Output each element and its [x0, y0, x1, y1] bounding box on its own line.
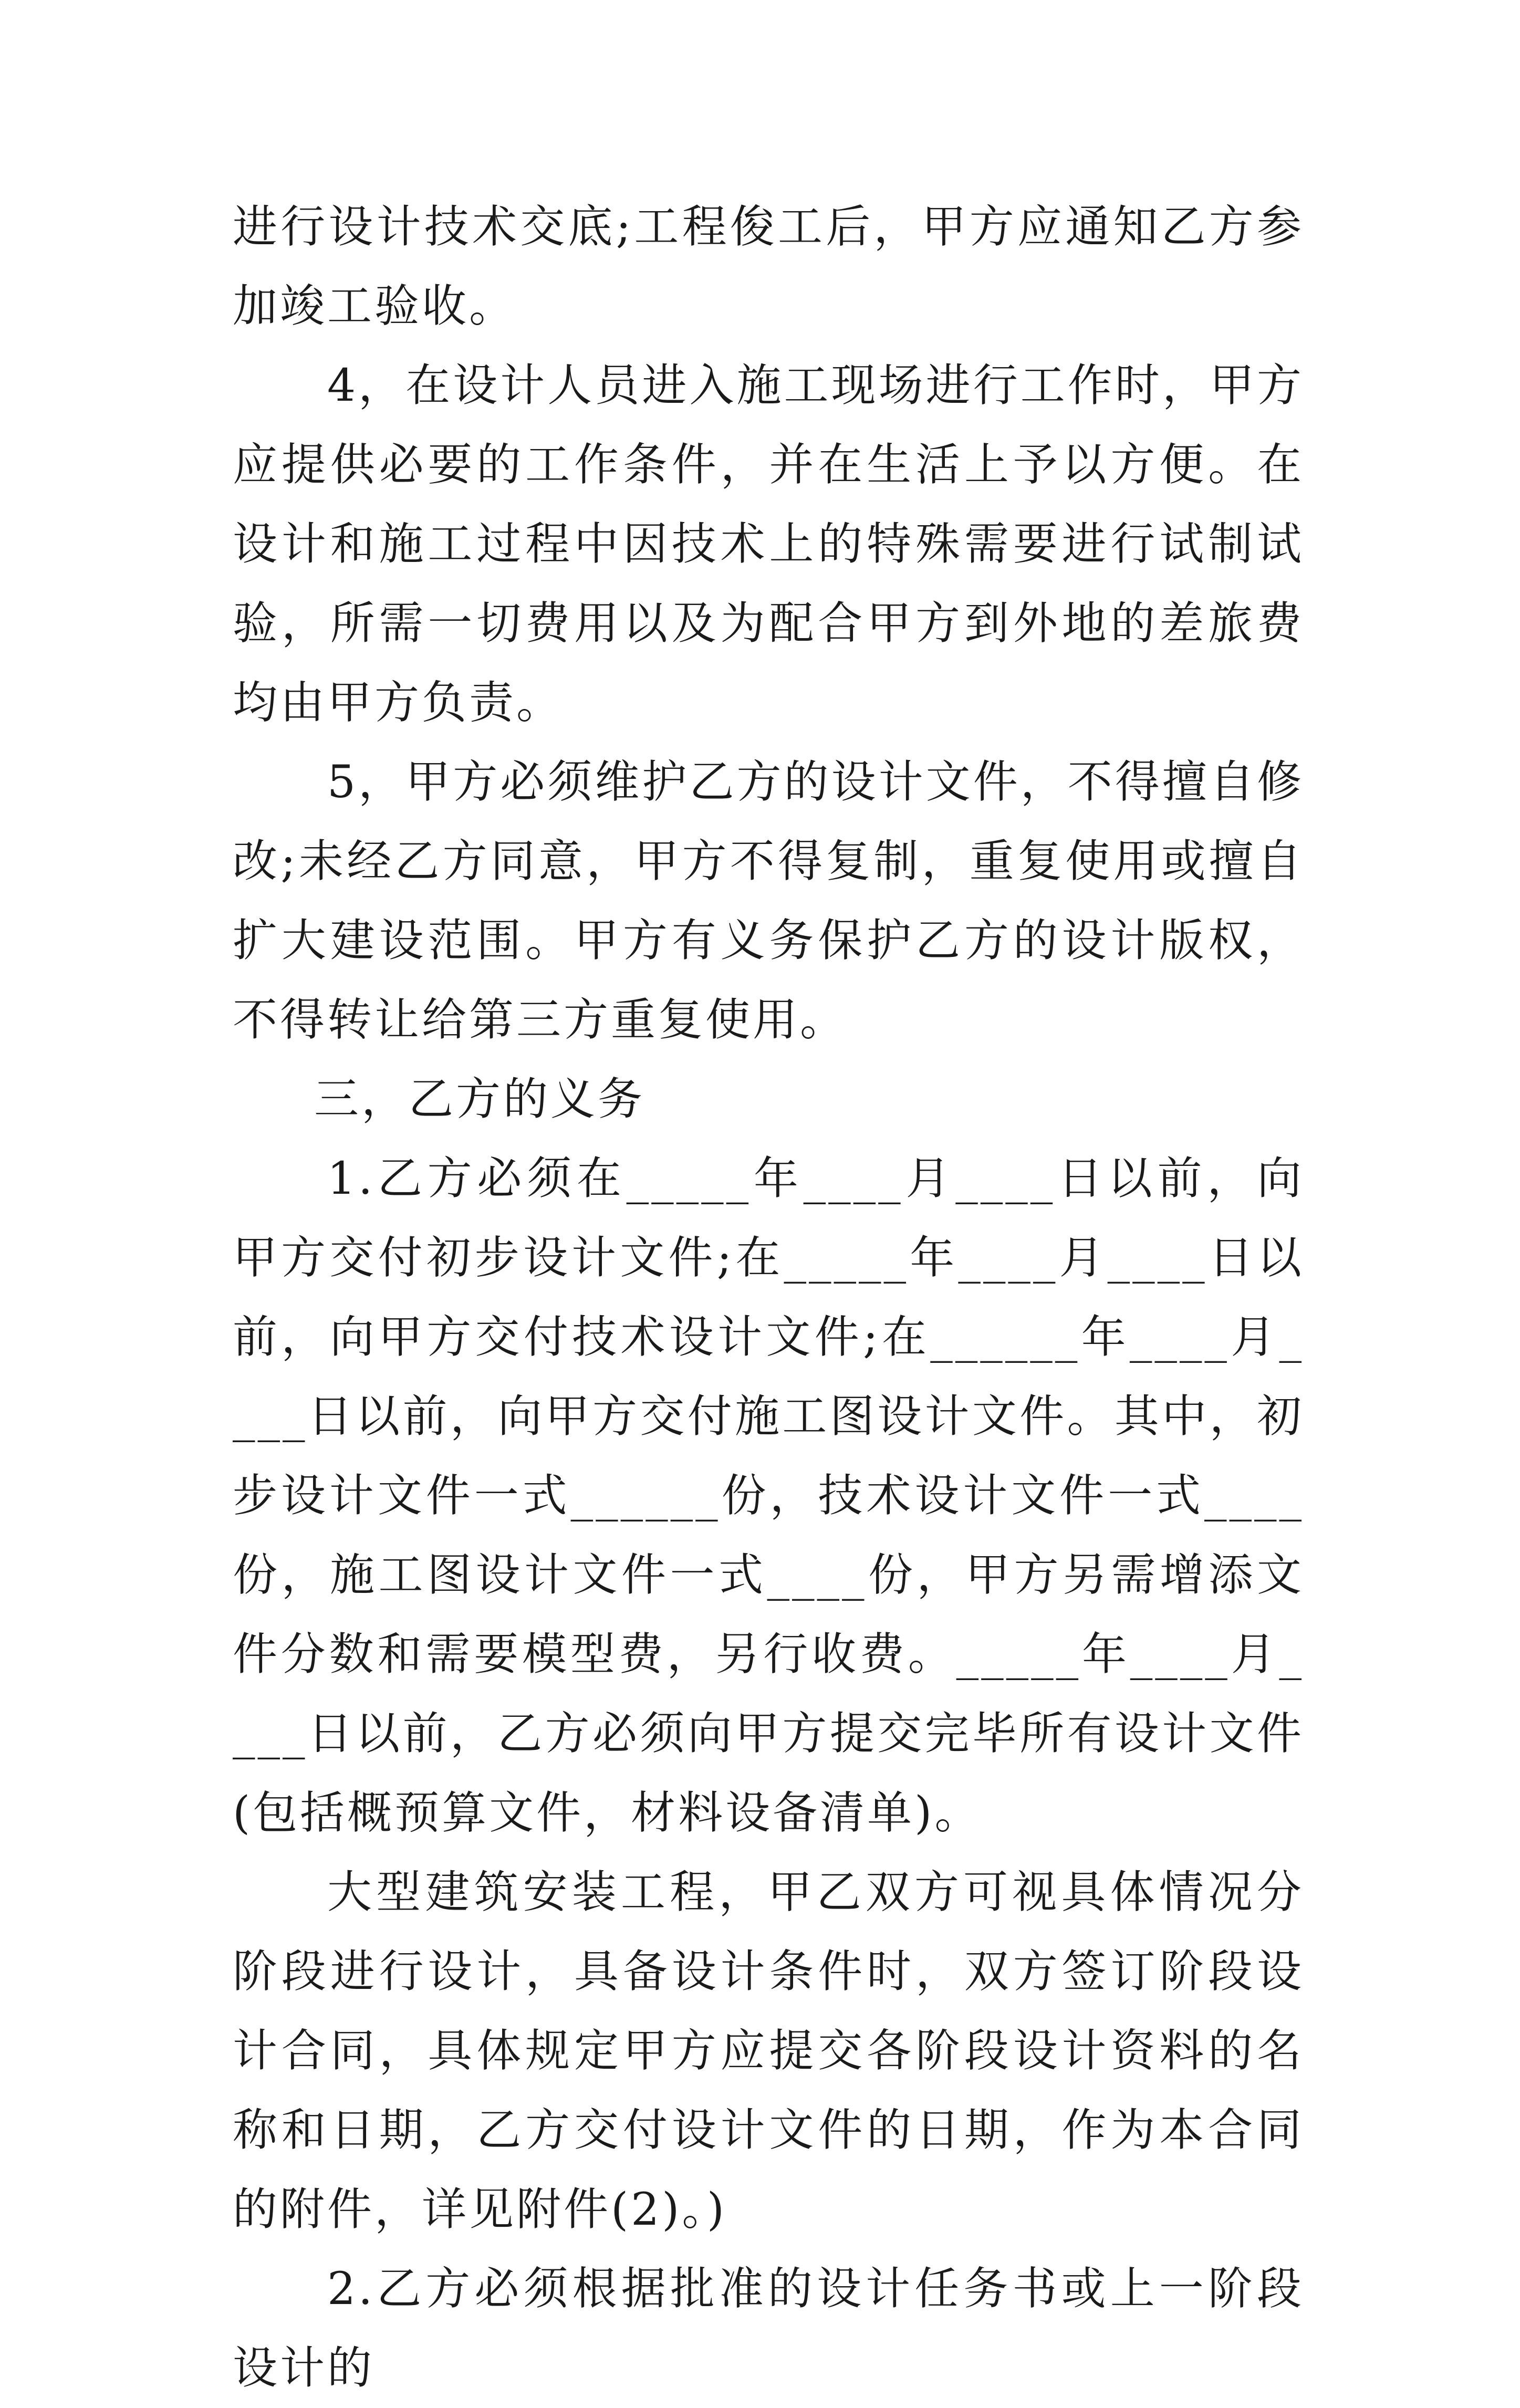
paragraph-clause-5: 5，甲方必须维护乙方的设计文件，不得擅自修改;未经乙方同意，甲方不得复制，重复使用或擅自扩大建设范围。甲方有义务保护乙方的设计版权，不得转让给第三方重复使用。: [233, 756, 1304, 1046]
paragraph-obligation-1: 1.乙方必须在_____年____月____日以前，向甲方交付初步设计文件;在_____年____月____日以前，向甲方交付技术设计文件;在______年____月____日以前，向甲方交付施工图设计文件。其中，初步设计文件一式______份，技术设计文件一式____份，施工图设计文件一式____份，甲方另需增添文件分数和需要模型费，另行收费。_____年____月____日以前，乙方必须向甲方提交完毕所有设计文件(包括概预算文件，材料设备清单)。: [233, 1153, 1304, 1839]
paragraph-clause-4: 4，在设计人员进入施工现场进行工作时，甲方应提供必要的工作条件，并在生活上予以方便。在设计和施工过程中因技术上的特殊需要进行试制试验，所需一切费用以及为配合甲方到外地的差旅费均由甲方负责。: [233, 360, 1304, 729]
document-body: [233, 187, 1304, 2408]
paragraph-large-projects: 大型建筑安装工程，甲乙双方可视具体情况分阶段进行设计，具备设计条件时，双方签订阶段设计合同，具体规定甲方应提交各阶段设计资料的名称和日期，乙方交付设计文件的日期，作为本合同的附件，详见附件(2)。): [233, 1867, 1304, 2236]
paragraph-completion-acceptance: 进行设计技术交底;工程俊工后，甲方应通知乙方参加竣工验收。: [233, 201, 1304, 332]
paragraph-obligation-2: 2.乙方必须根据批准的设计任务书或上一阶段设计的: [233, 2263, 1304, 2394]
section-heading-party-b-obligations: 三，乙方的义务: [314, 1073, 646, 1125]
